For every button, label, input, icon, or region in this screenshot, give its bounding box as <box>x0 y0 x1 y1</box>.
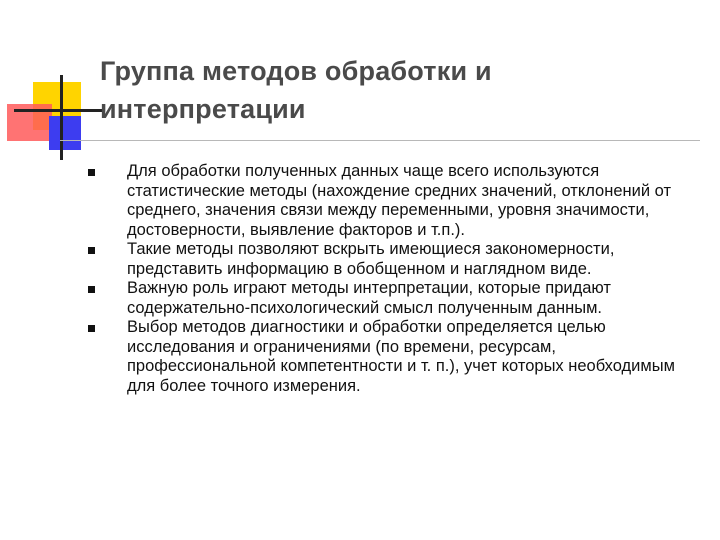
decor-vertical-line <box>60 75 63 160</box>
slide-title: Группа методов обработки и интерпретации <box>100 56 492 124</box>
decor-blue-square <box>49 116 81 150</box>
title-underline-divider <box>60 140 700 141</box>
square-bullet-icon <box>88 169 95 176</box>
square-bullet-icon <box>88 286 95 293</box>
square-bullet-icon <box>88 247 95 254</box>
bullet-list <box>82 162 702 396</box>
bullet-text: Такие методы позволяют вскрыть имеющиеся закономерности, представить информацию в обобщенном и наглядном виде. <box>127 240 615 278</box>
bullet-item <box>82 240 702 279</box>
square-bullet-icon <box>88 325 95 332</box>
bullet-item <box>82 162 702 240</box>
decor-horizontal-line <box>14 109 102 112</box>
bullet-item <box>82 279 702 318</box>
bullet-item <box>82 318 702 396</box>
bullet-text: Выбор методов диагностики и обработки определяется целью исследования и ограничениями (по времени, ресурсам, профессиональной компетентности и т. п.), учет которых необходимым для более точного измерения. <box>127 318 675 395</box>
bullet-text: Важную роль играют методы интерпретации, которые придают содержательно-психологический смысл полученным данным. <box>127 279 611 317</box>
bullet-text: Для обработки полученных данных чаще всего используются статистические методы (нахождение средних значений, отклонений от среднего, значения связи между переменными, уровня значимости, достоверности, выявление факторов и т.п.). <box>127 162 672 239</box>
